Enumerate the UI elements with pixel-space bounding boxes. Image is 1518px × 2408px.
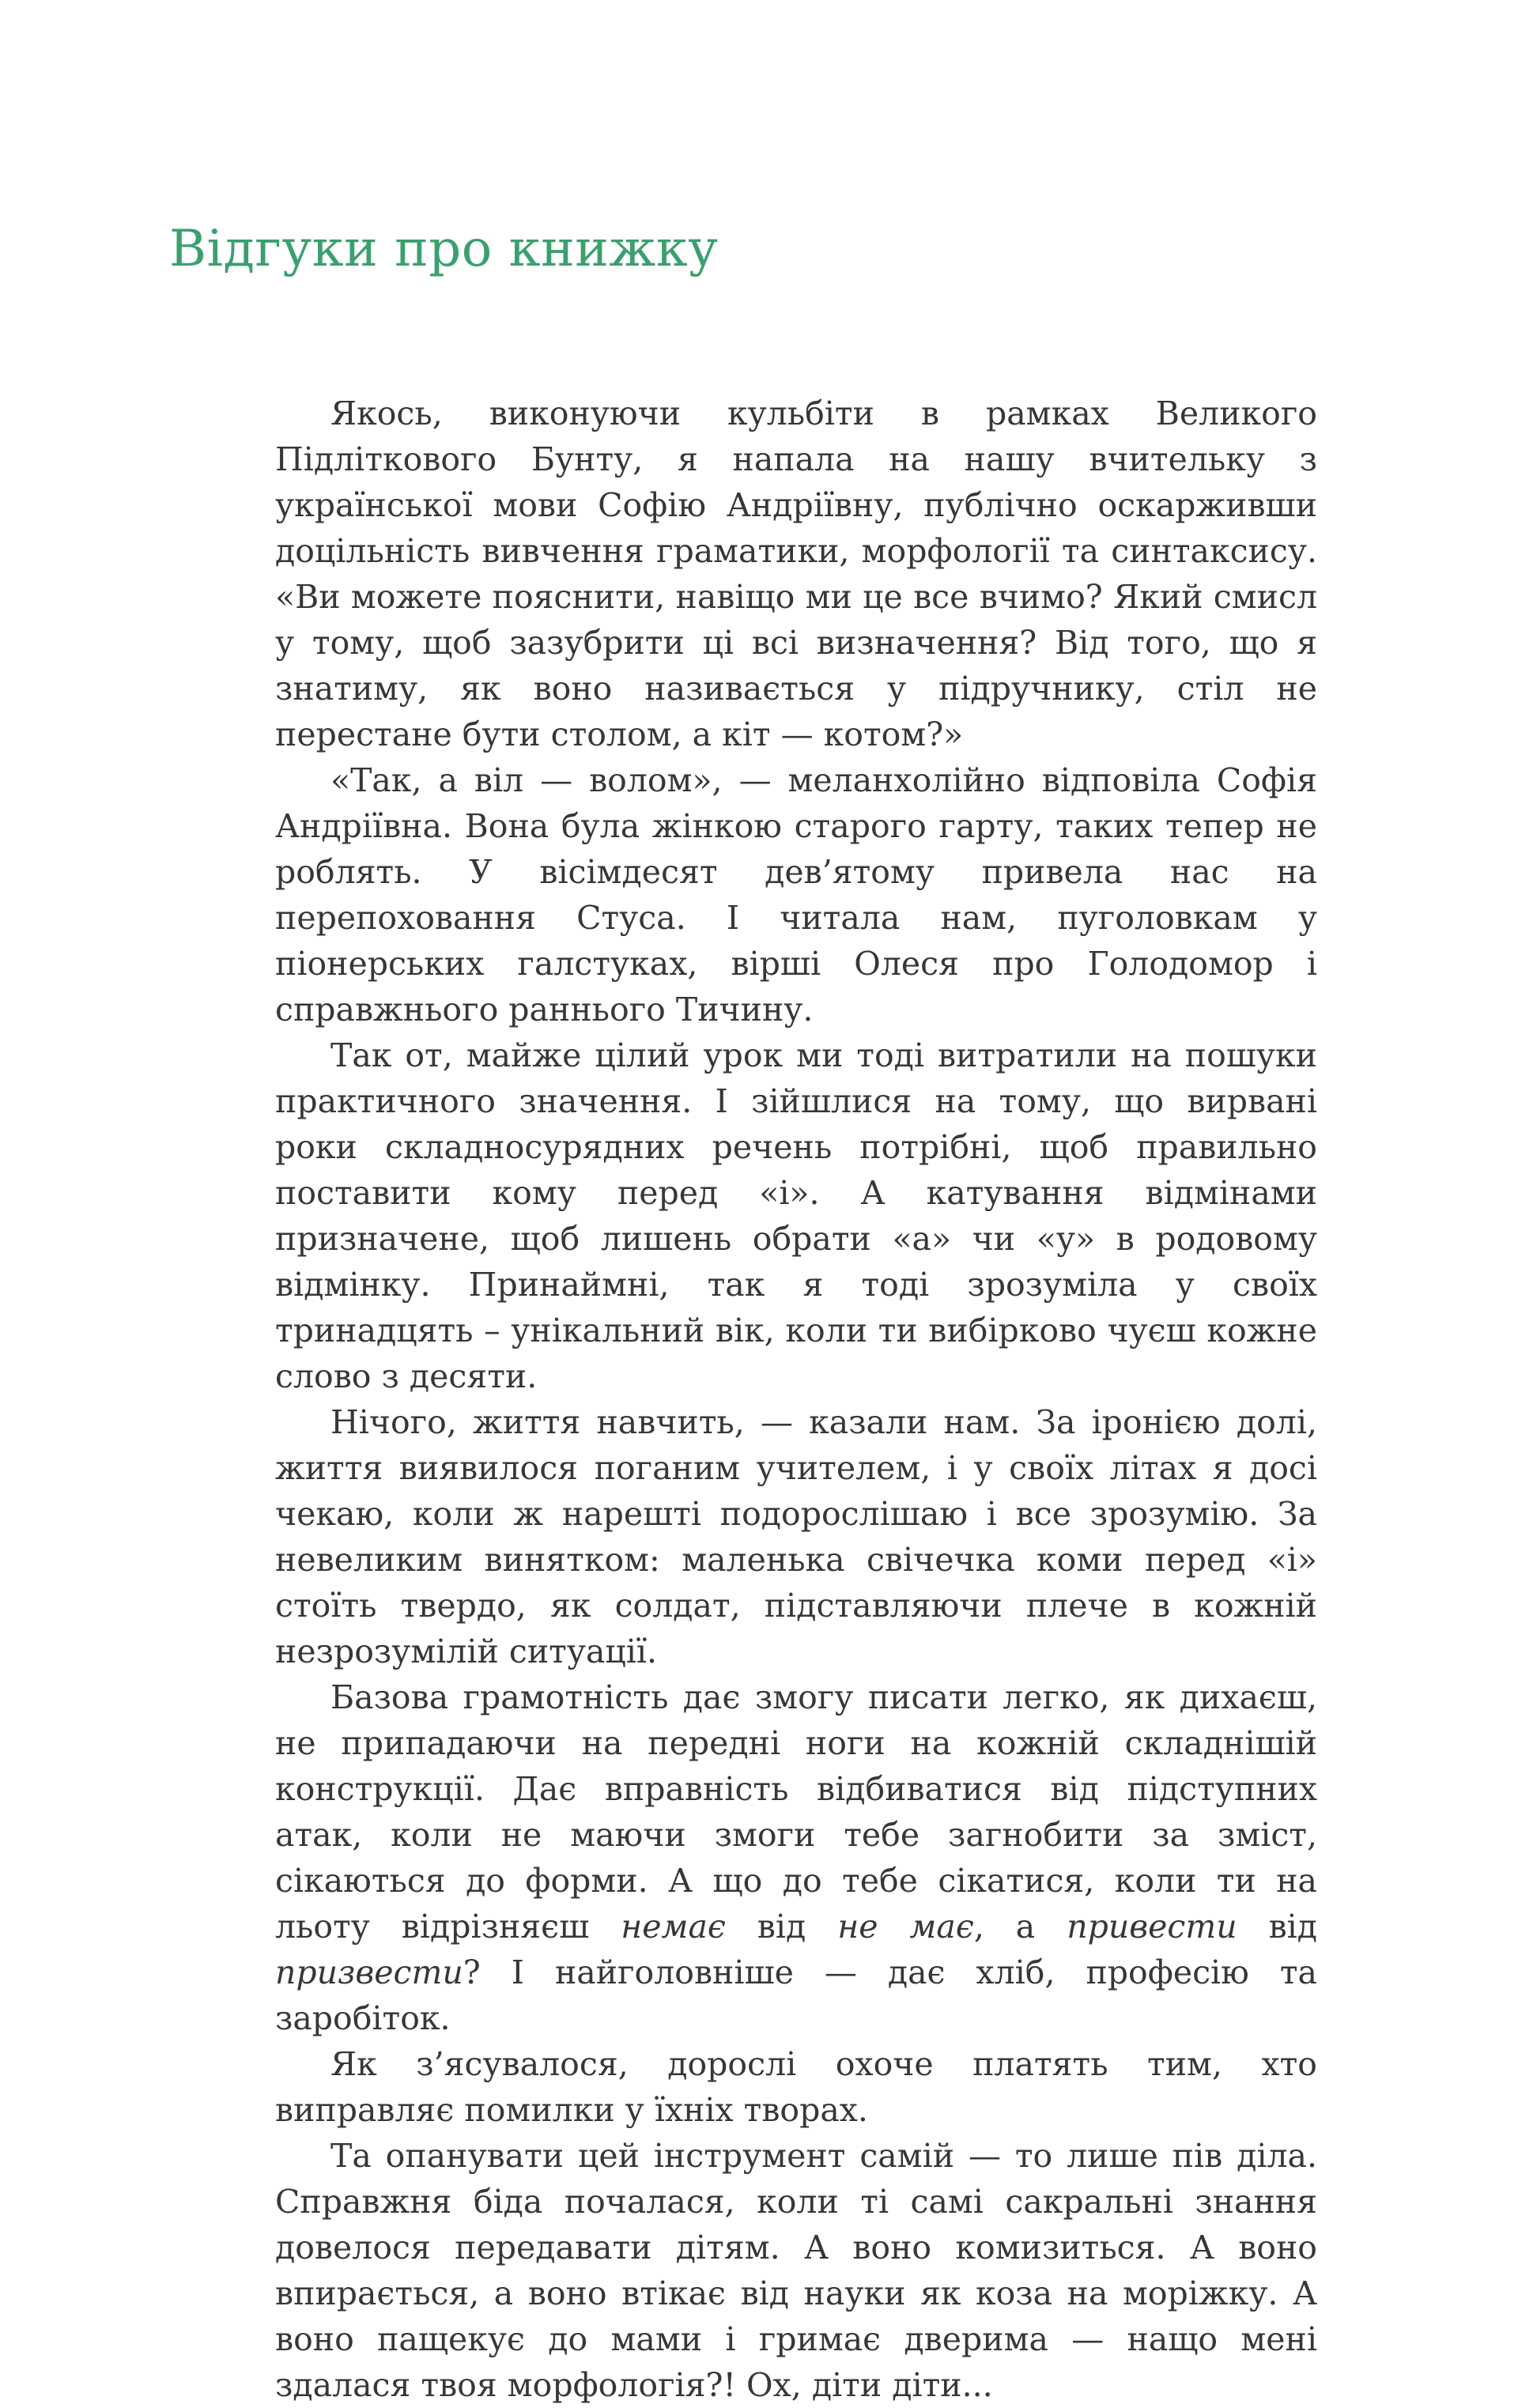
page-title: Відгуки про книжку [169,220,719,278]
text-segment: Як з’ясувалося, дорослі охоче платять тим, хто виправляє помилки у їхніх творах. [275,2045,1317,2129]
text-segment-italic: немає [621,1908,726,1946]
text-segment: Нічого, життя навчить, — казали нам. За іронією долі, життя виявилося поганим учителем, і у своїх літах я досі чекаю, коли ж нарешті подорослішаю і все зрозумію. За невеликим винятком: маленька свічечка коми перед «і» стоїть твердо, як солдат, підставляючи плече в кожній незрозумілій ситуації. [275,1403,1317,1670]
text-segment: Базова грамотність дає змогу писати легко, як дихаєш, не припадаючи на передні ноги на кожній складнішій конструкції. Дає вправність відбиватися від підступних атак, коли не маючи змоги тебе загнобити за зміст, сікаються до форми. А що до тебе сікатися, коли ти на льоту відрізняєш [275,1678,1317,1946]
text-segment: Так от, майже цілий урок ми тоді витратили на пошуки практичного значення. І зійшлися на тому, що вирвані роки складносурядних речень потрібні, щоб правильно поставити кому перед «і». А катування відмінами призначене, щоб лишень обрати «а» чи «у» в родовому відмінку. Принаймні, так я тоді зрозуміла у своїх тринадцять – унікальний вік, коли ти вибірково чуєш кожне слово з десяти. [275,1036,1317,1395]
paragraph-3 [275,1032,1317,1399]
paragraph-5 [275,1674,1317,2041]
text-segment-italic: призвести [275,1953,463,1991]
page-body [275,391,1317,2408]
text-segment: від [725,1908,838,1946]
text-segment: Та опанувати цей інструмент самій — то лише пів діла. Справжня біда почалася, коли ті самі сакральні знання довелося передавати дітям. А воно комизиться. А воно впирається, а воно втікає від науки як коза на моріжку. А воно пащекує до мами і гримає дверима — нащо мені здалася твоя морфологія?! Ох, діти діти... [275,2137,1317,2404]
text-segment: «Так, а віл — волом», — меланхолійно відповіла Софія Андріївна. Вона була жінкою старого гарту, таких тепер не роблять. У вісімдесят дев’ятому привела нас на перепоховання Стуса. І читала нам, пуголовкам у піонерських галстуках, вірші Олеся про Голодомор і справжнього раннього Тичину. [275,761,1317,1028]
paragraph-7 [275,2133,1317,2408]
text-segment-italic: не має [837,1908,974,1946]
text-segment: , а [973,1908,1067,1946]
paragraph-4 [275,1399,1317,1674]
text-segment: ? І найголовніше — дає хліб, професію та заробіток. [275,1953,1317,2037]
paragraph-6 [275,2041,1317,2133]
text-segment: Якось, виконуючи кульбіти в рамках Великого Підліткового Бунту, я напала на нашу вчительку з української мови Софію Андріївну, публічно оскарживши доцільність вивчення граматики, морфології та синтаксису. «Ви можете пояснити, навіщо ми це все вчимо? Який смисл у тому, щоб зазубрити ці всі визначення? Від того, що я знатиму, як воно називається у підручнику, стіл не перестане бути столом, а кіт — котом?» [275,394,1317,753]
paragraph-1 [275,391,1317,757]
paragraph-2 [275,757,1317,1032]
text-segment-italic: привести [1067,1908,1237,1946]
text-segment: від [1237,1908,1318,1946]
